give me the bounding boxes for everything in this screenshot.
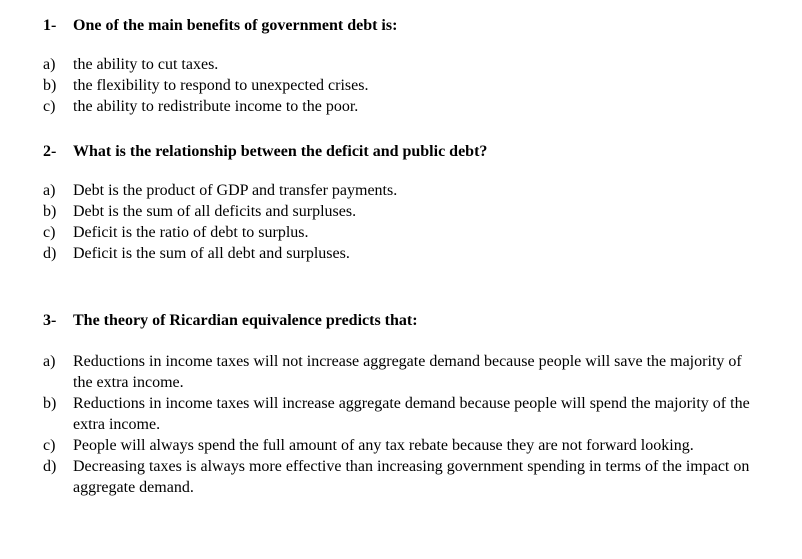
- option-c: [43, 96, 763, 117]
- option-letter: c): [43, 98, 56, 115]
- option-text: Debt is the product of GDP and transfer payments.: [73, 182, 398, 199]
- option-text: Reductions in income taxes will not increase aggregate demand because people will save the majority of the extra income.: [73, 353, 742, 391]
- options-list: [43, 351, 763, 498]
- option-letter: b): [43, 395, 57, 412]
- option-text: the ability to redistribute income to the poor.: [73, 98, 359, 115]
- option-letter: a): [43, 56, 56, 73]
- question-text: What is the relationship between the deficit and public debt?: [73, 143, 488, 160]
- option-c: [43, 222, 763, 243]
- option-letter: d): [43, 245, 57, 262]
- question-1: [43, 15, 763, 117]
- option-text: Reductions in income taxes will increase aggregate demand because people will spend the majority of the extra income.: [73, 395, 750, 433]
- question-number: 1-: [43, 17, 57, 34]
- option-text: the flexibility to respond to unexpected crises.: [73, 77, 369, 94]
- option-text: Deficit is the sum of all debt and surpluses.: [73, 245, 350, 262]
- question-text: One of the main benefits of government debt is:: [73, 17, 398, 34]
- options-list: [43, 180, 763, 264]
- option-a: [43, 351, 763, 393]
- option-letter: b): [43, 203, 57, 220]
- option-a: [43, 180, 763, 201]
- option-text: the ability to cut taxes.: [73, 56, 219, 73]
- option-c: [43, 435, 763, 456]
- question-title: [43, 15, 763, 36]
- question-3: [43, 310, 763, 498]
- option-b: [43, 393, 763, 435]
- option-letter: d): [43, 458, 57, 475]
- option-text: Decreasing taxes is always more effective than increasing government spending in terms of the impact on aggregate demand.: [73, 458, 750, 496]
- question-number: 3-: [43, 312, 57, 329]
- option-text: People will always spend the full amount of any tax rebate because they are not forward looking.: [73, 437, 694, 454]
- option-letter: b): [43, 77, 57, 94]
- question-title: [43, 310, 763, 331]
- question-number: 2-: [43, 143, 57, 160]
- question-text: The theory of Ricardian equivalence predicts that:: [73, 312, 418, 329]
- option-d: [43, 243, 763, 264]
- option-letter: c): [43, 437, 56, 454]
- question-title: [43, 141, 763, 162]
- option-b: [43, 75, 763, 96]
- option-letter: c): [43, 224, 56, 241]
- option-text: Deficit is the ratio of debt to surplus.: [73, 224, 309, 241]
- option-d: [43, 456, 763, 498]
- option-b: [43, 201, 763, 222]
- question-2: [43, 141, 763, 264]
- option-text: Debt is the sum of all deficits and surpluses.: [73, 203, 357, 220]
- options-list: [43, 54, 763, 117]
- option-letter: a): [43, 353, 56, 370]
- option-letter: a): [43, 182, 56, 199]
- option-a: [43, 54, 763, 75]
